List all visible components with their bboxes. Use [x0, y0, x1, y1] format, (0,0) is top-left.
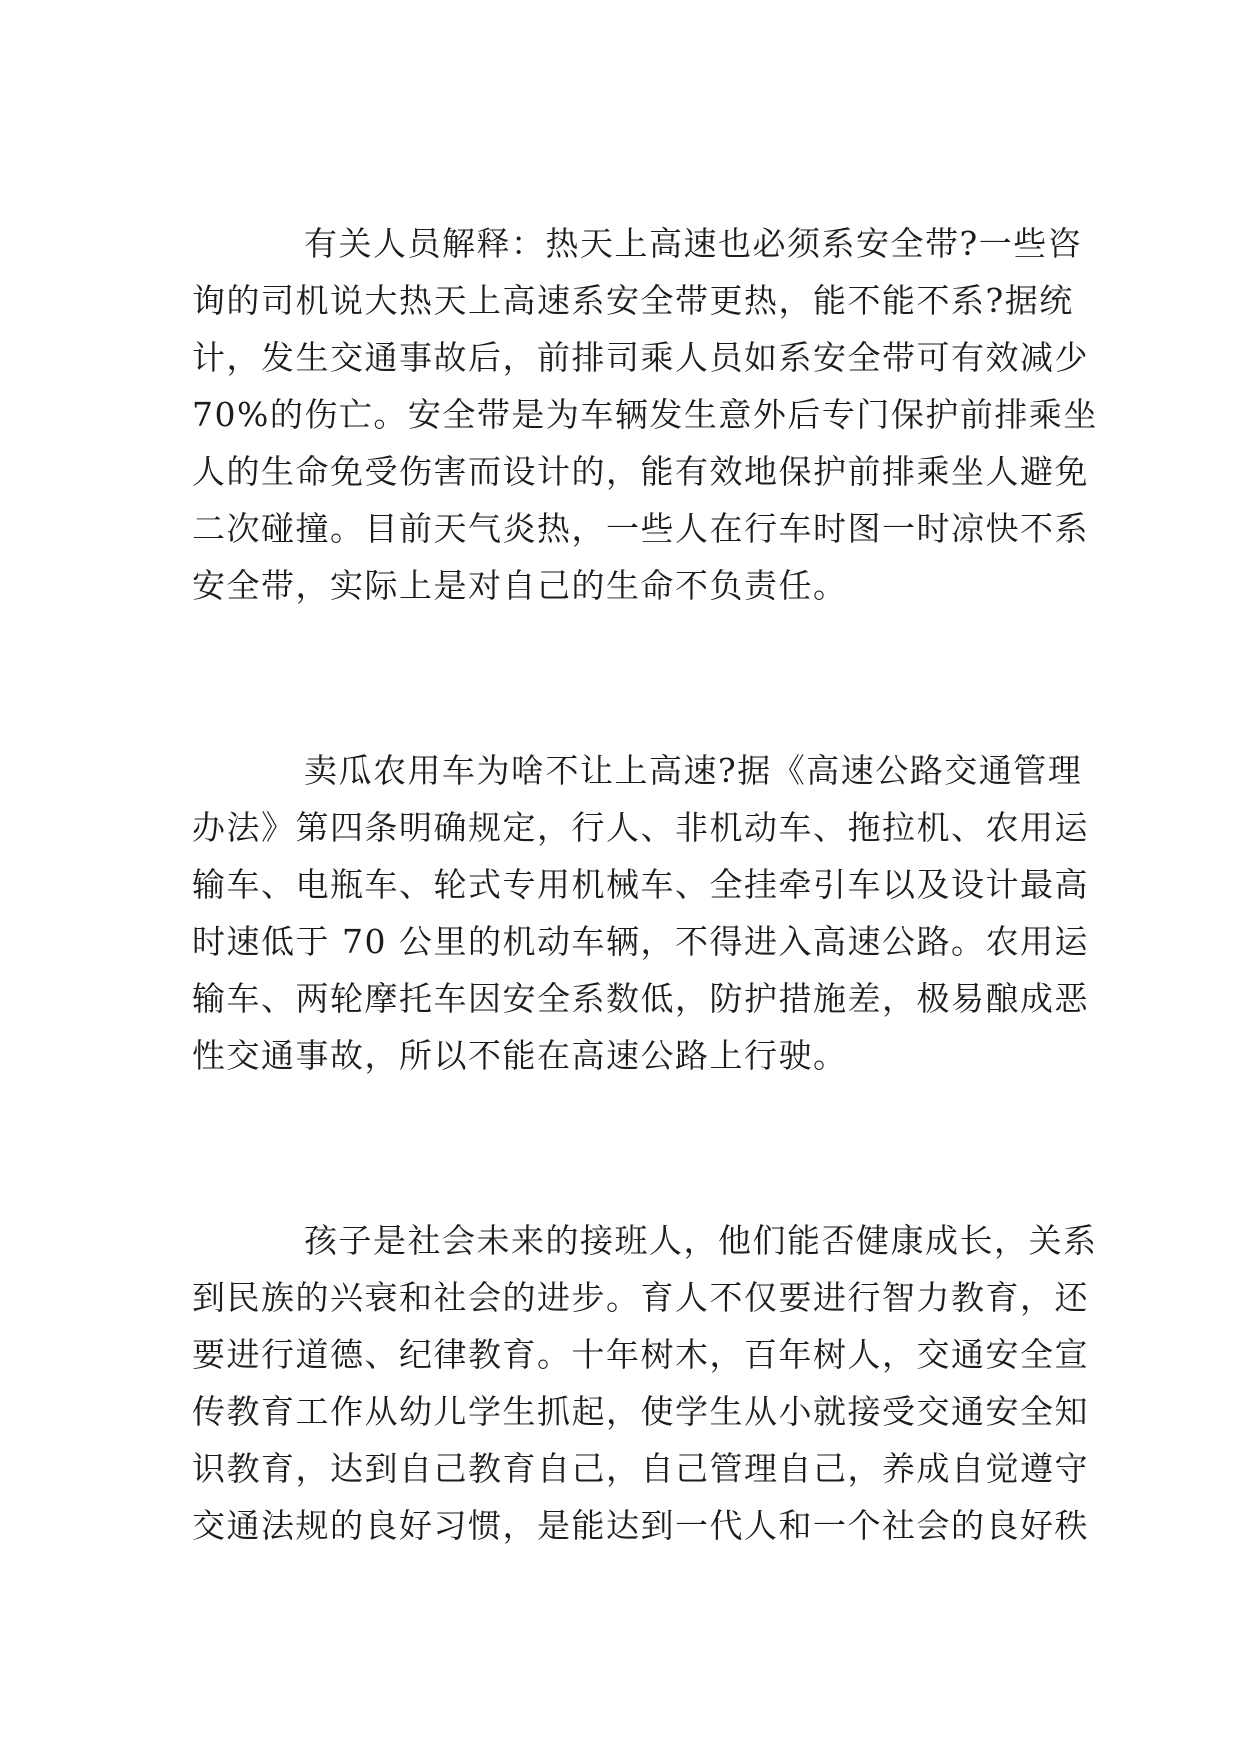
paragraph-line: 输车、两轮摩托车因安全系数低，防护措施差，极易酿成恶	[192, 979, 1089, 1018]
paragraph-line: 有关人员解释：热天上高速也必须系安全带?一些咨	[304, 224, 1083, 263]
paragraph-children-education	[192, 1212, 1098, 1554]
paragraph-line: 交通法规的良好习惯，是能达到一代人和一个社会的良好秩	[192, 1506, 1089, 1545]
paragraph-line: 办法》第四条明确规定，行人、非机动车、拖拉机、农用运	[192, 808, 1089, 847]
paragraph-line: 询的司机说大热天上高速系安全带更热，能不能不系?据统	[192, 281, 1074, 320]
paragraph-line: 时速低于 70 公里的机动车辆，不得进入高速公路。农用运	[192, 922, 1089, 961]
paragraph-line: 计，发生交通事故后，前排司乘人员如系安全带可有效减少	[192, 338, 1089, 377]
paragraph-farm-vehicle	[192, 742, 1089, 1084]
paragraph-line: 到民族的兴衰和社会的进步。育人不仅要进行智力教育，还	[192, 1278, 1089, 1317]
paragraph-line: 70%的伤亡。安全带是为车辆发生意外后专门保护前排乘坐	[192, 395, 1098, 434]
paragraph-line: 安全带，实际上是对自己的生命不负责任。	[192, 566, 848, 605]
paragraph-line: 二次碰撞。目前天气炎热，一些人在行车时图一时凉快不系	[192, 509, 1089, 548]
paragraph-line: 孩子是社会未来的接班人，他们能否健康成长，关系	[304, 1221, 1098, 1260]
paragraph-line: 性交通事故，所以不能在高速公路上行驶。	[192, 1036, 848, 1075]
paragraph-line: 传教育工作从幼儿学生抓起，使学生从小就接受交通安全知	[192, 1392, 1089, 1431]
paragraph-line: 卖瓜农用车为啥不让上高速?据《高速公路交通管理	[304, 751, 1083, 790]
paragraph-seatbelt	[192, 215, 1098, 614]
paragraph-line: 要进行道德、纪律教育。十年树木，百年树人，交通安全宣	[192, 1335, 1089, 1374]
paragraph-line: 输车、电瓶车、轮式专用机械车、全挂牵引车以及设计最高	[192, 865, 1089, 904]
paragraph-line: 人的生命免受伤害而设计的，能有效地保护前排乘坐人避免	[192, 452, 1089, 491]
paragraph-line: 识教育，达到自己教育自己，自己管理自己，养成自觉遵守	[192, 1449, 1089, 1488]
